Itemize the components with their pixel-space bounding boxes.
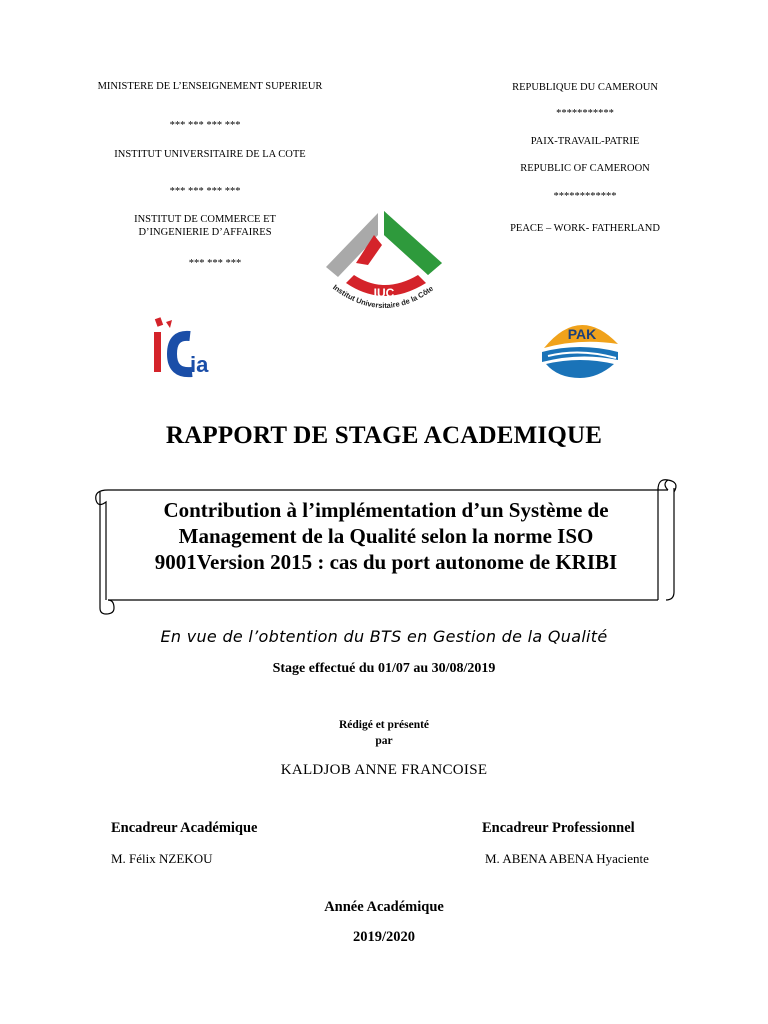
subject-line-1: Contribution à l’implémentation d’un Système de bbox=[163, 498, 609, 522]
school-line-1: INSTITUT DE COMMERCE ET bbox=[134, 214, 276, 225]
internship-dates: Stage effectué du 01/07 au 30/08/2019 bbox=[272, 661, 496, 676]
institute-label: INSTITUT UNIVERSITAIRE DE LA COTE bbox=[114, 149, 306, 160]
iuc-ring-text: Institut Universitaire de la Côte bbox=[331, 282, 435, 311]
icia-logo-text: ia bbox=[190, 352, 209, 377]
school-line-2: D’INGENIERIE D’AFFAIRES bbox=[138, 227, 272, 238]
separator-stars: *** *** *** *** bbox=[169, 120, 241, 131]
separator-stars: ************ bbox=[553, 191, 617, 202]
par-label: par bbox=[375, 735, 393, 747]
written-by-label: Rédigé et présenté bbox=[338, 719, 430, 731]
republic-en-label: REPUBLIC OF CAMEROON bbox=[520, 163, 650, 174]
pak-logo bbox=[538, 308, 622, 380]
icia-logo bbox=[150, 310, 225, 380]
separator-stars: *********** bbox=[556, 108, 614, 119]
professional-supervisor-label: Encadreur Professionnel bbox=[482, 820, 635, 836]
subject-line-3: 9001Version 2015 : cas du port autonome de KRIBI bbox=[154, 550, 618, 574]
ministry-label: MINISTERE DE L’ENSEIGNEMENT SUPERIEUR bbox=[97, 81, 323, 92]
school-name bbox=[80, 213, 330, 239]
academic-year-label: Année Académique bbox=[324, 899, 444, 915]
subject-line-2: Management de la Qualité selon la norme ISO bbox=[178, 524, 594, 548]
author-name: KALDJOB ANNE FRANCOISE bbox=[280, 762, 488, 778]
motto-en-label: PEACE – WORK- FATHERLAND bbox=[510, 223, 660, 234]
pak-logo-text: PAK bbox=[567, 326, 597, 342]
iuc-logo bbox=[318, 205, 450, 320]
report-subject bbox=[112, 497, 660, 575]
iuc-logo-text: IUC bbox=[373, 286, 395, 300]
motto-fr-label: PAIX-TRAVAIL-PATRIE bbox=[530, 136, 640, 147]
professional-supervisor-name: M. ABENA ABENA Hyaciente bbox=[485, 851, 649, 866]
separator-stars: *** *** *** *** bbox=[169, 186, 241, 197]
separator-stars: *** *** *** bbox=[188, 258, 242, 269]
academic-supervisor-name: M. Félix NZEKOU bbox=[111, 851, 213, 866]
academic-year-value: 2019/2020 bbox=[352, 929, 416, 945]
republic-fr-label: REPUBLIQUE DU CAMEROUN bbox=[512, 82, 658, 93]
degree-purpose: En vue de l’obtention du BTS en Gestion de la Qualité bbox=[160, 627, 608, 646]
academic-supervisor-label: Encadreur Académique bbox=[111, 820, 258, 836]
report-title: RAPPORT DE STAGE ACADEMIQUE bbox=[165, 422, 603, 449]
